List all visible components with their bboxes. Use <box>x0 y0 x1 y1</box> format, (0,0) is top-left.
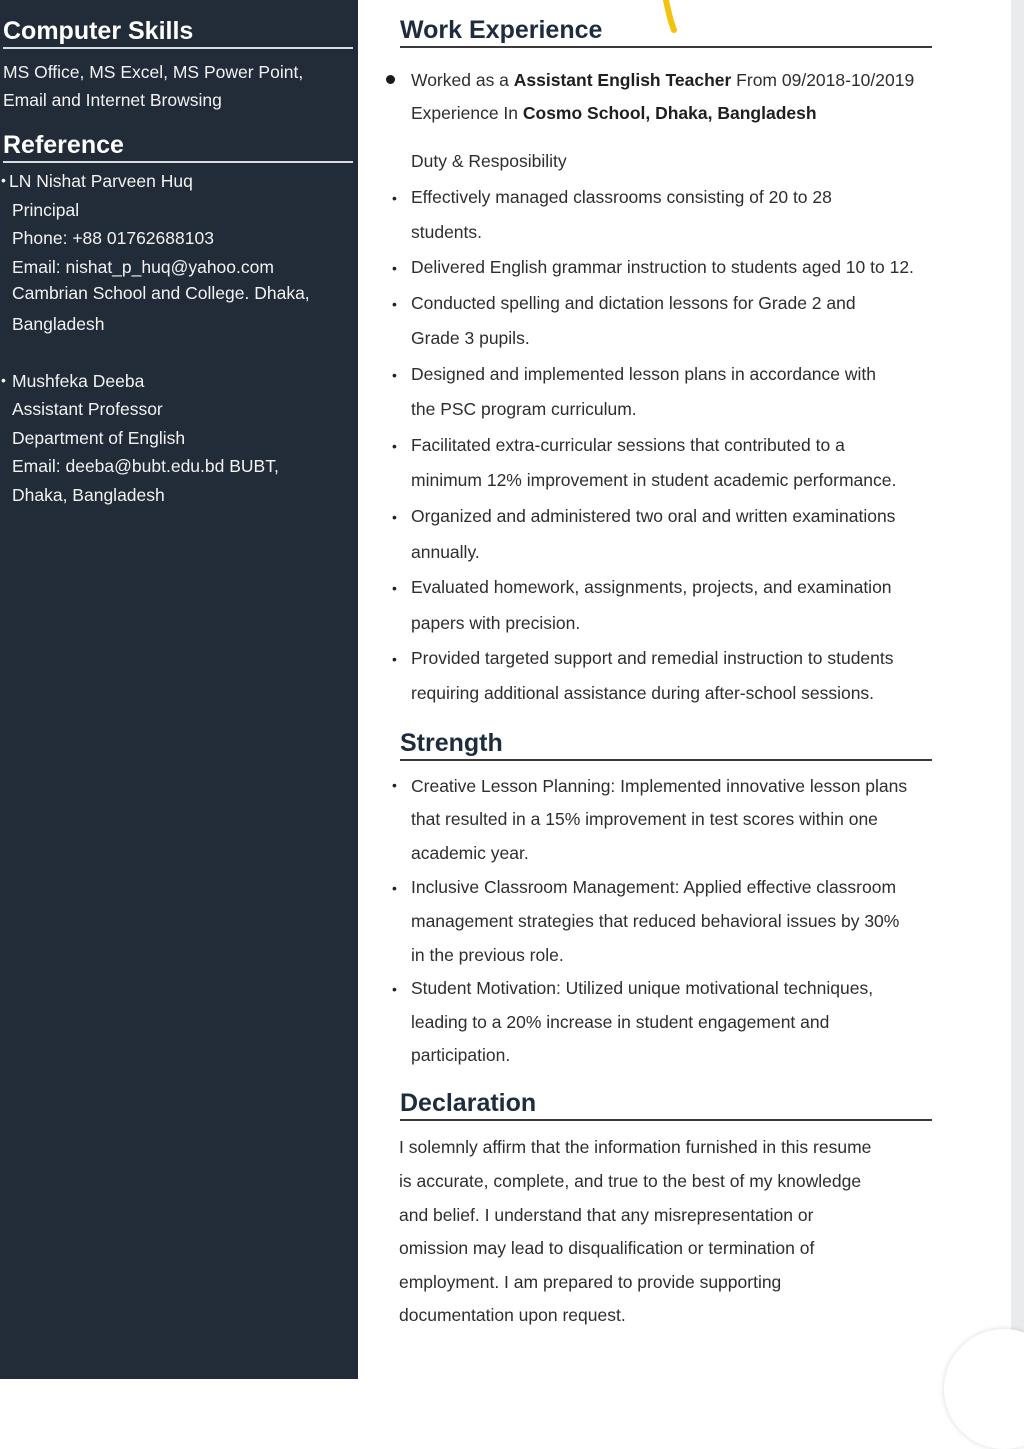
ref2-location: Dhaka, Bangladesh <box>12 485 165 505</box>
work-intro-line: Experience In Cosmo School, Dhaka, Bangladesh <box>411 103 817 123</box>
strength-line: participation. <box>411 1045 511 1065</box>
bullet: • <box>392 777 397 793</box>
page-edge <box>1011 0 1024 1379</box>
declaration-line: and belief. I understand that any misrepresentation or <box>399 1205 814 1225</box>
ref1-org: Cambrian School and College. Dhaka, <box>12 283 310 303</box>
bullet: • <box>392 296 397 312</box>
bullet: • <box>392 367 397 383</box>
sidebar <box>0 0 358 1379</box>
duty-line: annually. <box>411 542 480 562</box>
ref2-name: Mushfeka Deeba <box>12 371 145 391</box>
ref1-email: Email: nishat_p_huq@yahoo.com <box>12 257 274 277</box>
duty-line: Designed and implemented lesson plans in accordance with <box>411 364 876 384</box>
duty-line: Evaluated homework, assignments, projects, and examination <box>411 577 892 597</box>
bullet <box>386 75 395 84</box>
declaration-line: is accurate, complete, and true to the best of my knowledge <box>399 1171 862 1191</box>
declaration-line: omission may lead to disqualification or termination of <box>399 1238 815 1258</box>
strength-line: in the previous role. <box>411 945 564 965</box>
work-experience-heading: Work Experience <box>400 15 932 48</box>
reference-heading: Reference <box>3 130 353 163</box>
duty-line: papers with precision. <box>411 613 581 633</box>
ref1-title: Principal <box>12 200 80 220</box>
computer-skills-heading: Computer Skills <box>3 16 353 49</box>
declaration-line: I solemnly affirm that the information furnished in this resume <box>399 1137 872 1157</box>
duty-line: Facilitated extra-curricular sessions that contributed to a <box>411 435 845 455</box>
strength-heading: Strength <box>400 728 932 761</box>
duty-line: Organized and administered two oral and written examinations <box>411 506 896 526</box>
work-place: Cosmo School, Dhaka, Bangladesh <box>522 103 817 123</box>
ref1-phone: Phone: +88 01762688103 <box>12 228 214 248</box>
work-intro-line: Worked as a Assistant English Teacher From 09/2018-10/2019 <box>411 70 915 90</box>
reference-bullet: • <box>1 372 6 388</box>
bullet: • <box>392 981 397 997</box>
strength-line: Creative Lesson Planning: Implemented innovative lesson plans <box>411 776 908 796</box>
strength-line: academic year. <box>411 843 529 863</box>
bullet: • <box>392 880 397 896</box>
ref2-email: Email: deeba@bubt.edu.bd BUBT, <box>12 456 279 476</box>
highlighter-mark <box>660 0 686 36</box>
duty-label: Duty & Resposibility <box>411 151 567 171</box>
skills-line: Email and Internet Browsing <box>3 90 222 110</box>
strength-line: management strategies that reduced behavioral issues by 30% <box>411 911 900 931</box>
bullet: • <box>392 438 397 454</box>
bullet: • <box>392 190 397 206</box>
duty-line: requiring additional assistance during after-school sessions. <box>411 683 875 703</box>
skills-line: MS Office, MS Excel, MS Power Point, <box>3 62 304 82</box>
job-role: Assistant English Teacher <box>513 70 732 90</box>
strength-line: leading to a 20% increase in student engagement and <box>411 1012 830 1032</box>
ref1-name: LN Nishat Parveen Huq <box>9 171 193 191</box>
strength-line: that resulted in a 15% improvement in test scores within one <box>411 809 878 829</box>
duty-line: Provided targeted support and remedial instruction to students <box>411 648 894 668</box>
strength-line: Student Motivation: Utilized unique motivational techniques, <box>411 978 874 998</box>
duty-line: students. <box>411 222 483 242</box>
declaration-line: documentation upon request. <box>399 1305 626 1325</box>
duty-line: Conducted spelling and dictation lessons for Grade 2 and <box>411 293 856 313</box>
main-content <box>358 0 1011 1379</box>
duty-line: Effectively managed classrooms consisting of 20 to 28 <box>411 187 832 207</box>
ref1-org-cont: Bangladesh <box>12 314 105 334</box>
ref2-dept: Department of English <box>12 428 186 448</box>
ref2-title: Assistant Professor <box>12 399 163 419</box>
declaration-heading: Declaration <box>400 1088 932 1121</box>
duty-line: the PSC program curriculum. <box>411 399 637 419</box>
duty-line: minimum 12% improvement in student academic performance. <box>411 470 897 490</box>
bullet: • <box>392 580 397 596</box>
duty-line: Grade 3 pupils. <box>411 328 530 348</box>
strength-line: Inclusive Classroom Management: Applied effective classroom <box>411 877 897 897</box>
duty-line: Delivered English grammar instruction to students aged 10 to 12. <box>411 257 914 277</box>
reference-bullet: • <box>1 172 6 188</box>
declaration-line: employment. I am prepared to provide supporting <box>399 1272 782 1292</box>
bullet: • <box>392 260 397 276</box>
bullet: • <box>392 509 397 525</box>
bullet: • <box>392 651 397 667</box>
